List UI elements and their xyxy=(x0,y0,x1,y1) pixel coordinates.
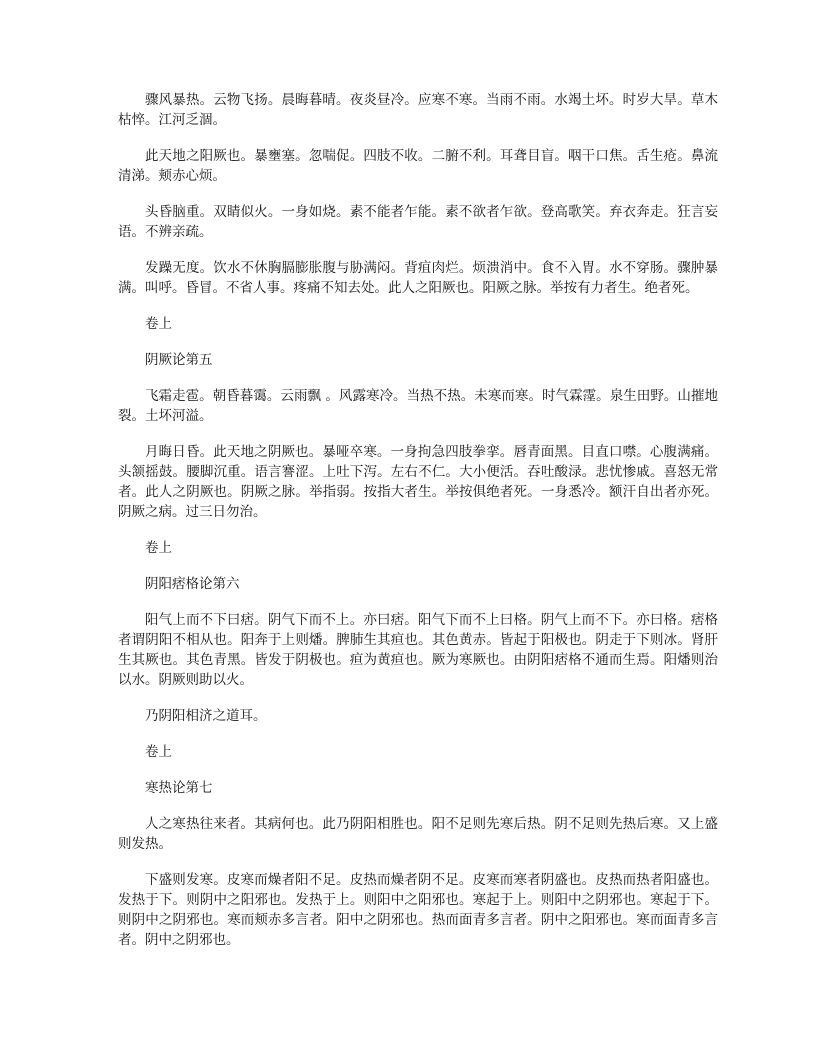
section-heading-pi-ge: 阴阳痞格论第六 xyxy=(145,576,240,592)
paragraph-yin-jue-symptoms: 月晦日昏。此天地之阴厥也。暴哑卒寒。一身拘急四肢拳挛。唇青面黑。目直口噤。心腹满痛。头颔摇鼓。腰脚沉重。语言謇涩。上吐下泻。左右不仁。大小便活。吞吐酸渌。悲忧惨戚。喜怒无常者。此人之阴厥也。阴厥之脉。举指弱。按指大者生。举按俱绝者死。一身悉冷。额汗自出者亦死。阴厥之病。过三日勿治。 xyxy=(118,444,718,520)
section-heading-han-re: 寒热论第七 xyxy=(145,780,213,796)
paragraph-pi-ge-body: 阳气上而不下曰痞。阴气下而不上。亦曰痞。阳气下而不上曰格。阴气上而不下。亦曰格。痞格者谓阴阳不相从也。阳奔于上则燔。脾肺生其疸也。其色黄赤。皆起于阳极也。阴走于下则冰。肾肝生其厥也。其色青黑。皆发于阴极也。疸为黄疸也。厥为寒厥也。由阴阳痞格不通而生焉。阳燔则治以水。阴厥则助以火。 xyxy=(118,612,718,688)
paragraph-han-re-intro: 人之寒热往来者。其病何也。此乃阴阳相胜也。阳不足则先寒后热。阴不足则先热后寒。又上盛则发热。 xyxy=(118,816,718,852)
volume-label: 卷上 xyxy=(145,540,172,556)
section-heading-yin-jue: 阴厥论第五 xyxy=(145,352,213,368)
paragraph-yang-jue-mind: 头昏脑重。双睛似火。一身如烧。素不能者乍能。素不欲者乍欲。登高歌笑。弃衣奔走。狂言妄语。不辨亲疏。 xyxy=(118,204,718,240)
document-body xyxy=(118,90,718,966)
paragraph-pi-ge-conclusion: 乃阴阳相济之道耳。 xyxy=(145,708,267,724)
paragraph-yang-jue-symptoms: 此天地之阳厥也。暴壅塞。忽喘促。四肢不收。二腑不利。耳聋目盲。咽干口焦。舌生疮。鼻流清涕。颊赤心烦。 xyxy=(118,148,718,184)
paragraph-yang-jue-nature: 骤风暴热。云物飞扬。晨晦暮晴。夜炎昼冷。应寒不寒。当雨不雨。水竭土坏。时岁大旱。草木枯悴。江河乏涸。 xyxy=(118,92,718,128)
paragraph-han-re-body: 下盛则发寒。皮寒而燥者阳不足。皮热而燥者阴不足。皮寒而寒者阴盛也。皮热而热者阳盛也。发热于下。则阴中之阳邪也。发热于上。则阳中之阳邪也。寒起于上。则阳中之阴邪也。寒起于下。则阴中之阴邪也。寒而颊赤多言者。阳中之阴邪也。热而面青多言者。阴中之阳邪也。寒而面青多言者。阴中之阴邪也。 xyxy=(118,872,718,948)
paragraph-yang-jue-pulse: 发躁无度。饮水不休胸膈膨胀腹与胁满闷。背疽肉烂。烦溃消中。食不入胃。水不穿肠。骤肿暴满。叫呼。昏冒。不省人事。疼痛不知去处。此人之阳厥也。阳厥之脉。举按有力者生。绝者死。 xyxy=(118,260,718,296)
volume-label: 卷上 xyxy=(145,744,172,760)
volume-label: 卷上 xyxy=(145,316,172,332)
paragraph-yin-jue-nature: 飞霜走雹。朝昏暮霭。云雨飘 。风露寒冷。当热不热。未寒而寒。时气霖霪。泉生田野。山摧地裂。土坏河溢。 xyxy=(118,388,718,424)
